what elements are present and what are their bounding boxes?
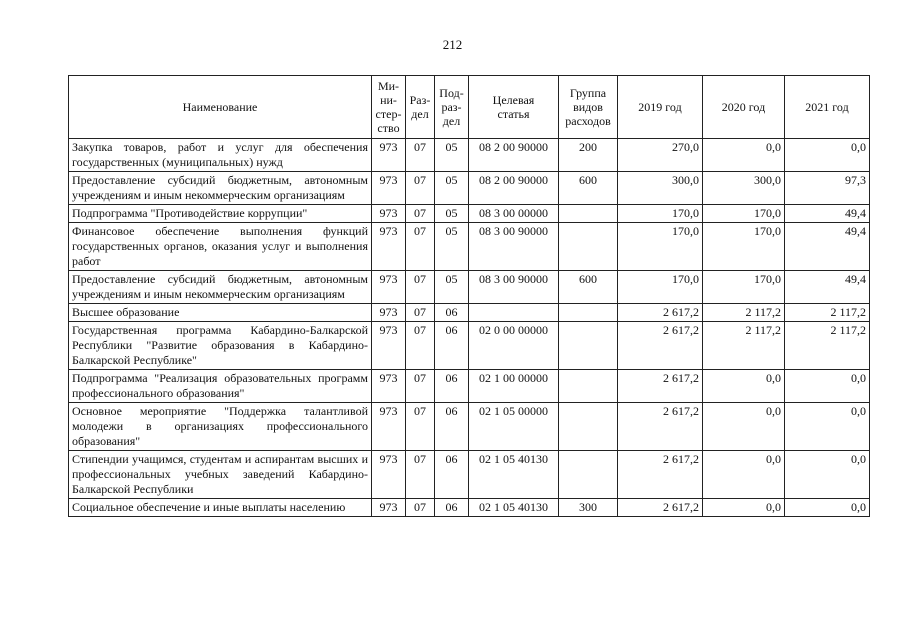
cell-target: 02 1 00 00000 — [469, 370, 559, 403]
cell-2021: 2 117,2 — [785, 322, 870, 370]
budget-table — [68, 75, 870, 517]
table-row — [69, 370, 870, 403]
cell-name: Предоставление субсидий бюджетным, автономным учреждениям и иным некоммерческим организациям — [69, 271, 372, 304]
cell-name: Финансовое обеспечение выполнения функций государственных органов, оказания услуг и выполнения работ — [69, 223, 372, 271]
cell-group — [559, 370, 618, 403]
table-header — [69, 76, 870, 139]
cell-subsection: 05 — [435, 205, 469, 223]
cell-target: 08 3 00 90000 — [469, 271, 559, 304]
cell-2020: 0,0 — [703, 139, 785, 172]
cell-2019: 170,0 — [618, 271, 703, 304]
header-subsection-line: раз- — [441, 100, 462, 114]
cell-2020: 0,0 — [703, 403, 785, 451]
table-row — [69, 499, 870, 517]
cell-section: 07 — [406, 271, 435, 304]
cell-ministry: 973 — [372, 499, 406, 517]
header-subsection-line: Под- — [439, 86, 464, 100]
table-row — [69, 139, 870, 172]
cell-2021: 49,4 — [785, 223, 870, 271]
cell-ministry: 973 — [372, 370, 406, 403]
cell-2019: 270,0 — [618, 139, 703, 172]
cell-group: 600 — [559, 172, 618, 205]
cell-2019: 2 617,2 — [618, 451, 703, 499]
cell-2019: 2 617,2 — [618, 499, 703, 517]
cell-name: Основное мероприятие "Поддержка талантливой молодежи в организациях профессионального образования" — [69, 403, 372, 451]
cell-subsection: 05 — [435, 223, 469, 271]
cell-group — [559, 403, 618, 451]
cell-2019: 2 617,2 — [618, 370, 703, 403]
cell-2019: 300,0 — [618, 172, 703, 205]
header-2020: 2020 год — [703, 76, 785, 139]
cell-section: 07 — [406, 172, 435, 205]
cell-2019: 170,0 — [618, 205, 703, 223]
header-subsection — [435, 76, 469, 139]
cell-2020: 0,0 — [703, 370, 785, 403]
header-group-line: Группа — [569, 86, 607, 100]
cell-group: 600 — [559, 271, 618, 304]
cell-target: 02 1 05 40130 — [469, 499, 559, 517]
header-ministry-line: стер- — [375, 107, 402, 121]
header-name: Наименование — [69, 76, 372, 139]
cell-target: 02 1 05 40130 — [469, 451, 559, 499]
header-ministry-line: ни- — [380, 93, 397, 107]
table-row — [69, 322, 870, 370]
page-number: 212 — [442, 37, 463, 52]
cell-group — [559, 223, 618, 271]
cell-name: Государственная программа Кабардино-Балкарской Республики "Развитие образования в Кабардино-Балкарской Республике" — [69, 322, 372, 370]
cell-section: 07 — [406, 451, 435, 499]
table-row — [69, 205, 870, 223]
cell-ministry: 973 — [372, 271, 406, 304]
cell-2020: 0,0 — [703, 499, 785, 517]
cell-section: 07 — [406, 139, 435, 172]
header-group — [559, 76, 618, 139]
header-row — [69, 76, 870, 139]
cell-2021: 97,3 — [785, 172, 870, 205]
table-row — [69, 304, 870, 322]
table-row — [69, 271, 870, 304]
cell-subsection: 06 — [435, 499, 469, 517]
cell-ministry: 973 — [372, 403, 406, 451]
header-ministry — [372, 76, 406, 139]
cell-group — [559, 205, 618, 223]
cell-target: 02 0 00 00000 — [469, 322, 559, 370]
cell-2021: 0,0 — [785, 403, 870, 451]
cell-section: 07 — [406, 304, 435, 322]
header-2019: 2019 год — [618, 76, 703, 139]
header-section — [406, 76, 435, 139]
cell-2019: 2 617,2 — [618, 403, 703, 451]
cell-section: 07 — [406, 205, 435, 223]
cell-name: Предоставление субсидий бюджетным, автономным учреждениям и иным некоммерческим организациям — [69, 172, 372, 205]
cell-subsection: 05 — [435, 271, 469, 304]
cell-target: 08 3 00 90000 — [469, 223, 559, 271]
cell-name: Подпрограмма "Противодействие коррупции" — [69, 205, 372, 223]
table-row — [69, 451, 870, 499]
cell-subsection: 06 — [435, 370, 469, 403]
header-2021: 2021 год — [785, 76, 870, 139]
cell-subsection: 05 — [435, 139, 469, 172]
cell-2020: 170,0 — [703, 271, 785, 304]
table-row — [69, 403, 870, 451]
cell-name: Высшее образование — [69, 304, 372, 322]
header-group-line: видов — [573, 100, 603, 114]
cell-subsection: 06 — [435, 451, 469, 499]
cell-2019: 2 617,2 — [618, 322, 703, 370]
cell-2020: 0,0 — [703, 451, 785, 499]
cell-name: Закупка товаров, работ и услуг для обеспечения государственных (муниципальных) нужд — [69, 139, 372, 172]
table-row — [69, 172, 870, 205]
header-target-line: статья — [497, 107, 530, 121]
cell-2021: 0,0 — [785, 370, 870, 403]
cell-section: 07 — [406, 322, 435, 370]
header-target-line: Целевая — [492, 93, 535, 107]
header-target — [469, 76, 559, 139]
cell-name: Подпрограмма "Реализация образовательных программ профессионального образования" — [69, 370, 372, 403]
cell-ministry: 973 — [372, 451, 406, 499]
header-subsection-line: дел — [442, 114, 461, 128]
header-ministry-line: Ми- — [377, 79, 400, 93]
cell-ministry: 973 — [372, 304, 406, 322]
cell-2020: 170,0 — [703, 205, 785, 223]
cell-group: 200 — [559, 139, 618, 172]
cell-2021: 49,4 — [785, 205, 870, 223]
cell-2020: 300,0 — [703, 172, 785, 205]
header-section-line: Раз- — [409, 93, 431, 107]
cell-name: Социальное обеспечение и иные выплаты населению — [69, 499, 372, 517]
cell-target: 08 2 00 90000 — [469, 139, 559, 172]
header-ministry-line: ство — [377, 121, 400, 135]
cell-2021: 2 117,2 — [785, 304, 870, 322]
cell-subsection: 06 — [435, 403, 469, 451]
cell-target — [469, 304, 559, 322]
cell-target: 08 3 00 00000 — [469, 205, 559, 223]
cell-group — [559, 322, 618, 370]
header-group-line: расходов — [565, 114, 611, 128]
cell-ministry: 973 — [372, 205, 406, 223]
cell-2019: 170,0 — [618, 223, 703, 271]
cell-name: Стипендии учащимся, студентам и аспирантам высших и профессиональных учебных заведений Кабардино-Балкарской Республики — [69, 451, 372, 499]
cell-2020: 2 117,2 — [703, 304, 785, 322]
cell-subsection: 06 — [435, 304, 469, 322]
cell-2021: 0,0 — [785, 499, 870, 517]
cell-group — [559, 304, 618, 322]
cell-target: 08 2 00 90000 — [469, 172, 559, 205]
table-row — [69, 223, 870, 271]
header-section-line: дел — [411, 107, 429, 121]
cell-section: 07 — [406, 499, 435, 517]
cell-2021: 0,0 — [785, 139, 870, 172]
cell-2021: 0,0 — [785, 451, 870, 499]
cell-2019: 2 617,2 — [618, 304, 703, 322]
cell-subsection: 05 — [435, 172, 469, 205]
cell-section: 07 — [406, 223, 435, 271]
cell-section: 07 — [406, 370, 435, 403]
cell-2020: 170,0 — [703, 223, 785, 271]
table-body — [69, 139, 870, 517]
cell-subsection: 06 — [435, 322, 469, 370]
cell-ministry: 973 — [372, 223, 406, 271]
cell-ministry: 973 — [372, 172, 406, 205]
cell-section: 07 — [406, 403, 435, 451]
cell-group — [559, 451, 618, 499]
cell-group: 300 — [559, 499, 618, 517]
cell-2020: 2 117,2 — [703, 322, 785, 370]
cell-target: 02 1 05 00000 — [469, 403, 559, 451]
cell-2021: 49,4 — [785, 271, 870, 304]
cell-ministry: 973 — [372, 322, 406, 370]
cell-ministry: 973 — [372, 139, 406, 172]
